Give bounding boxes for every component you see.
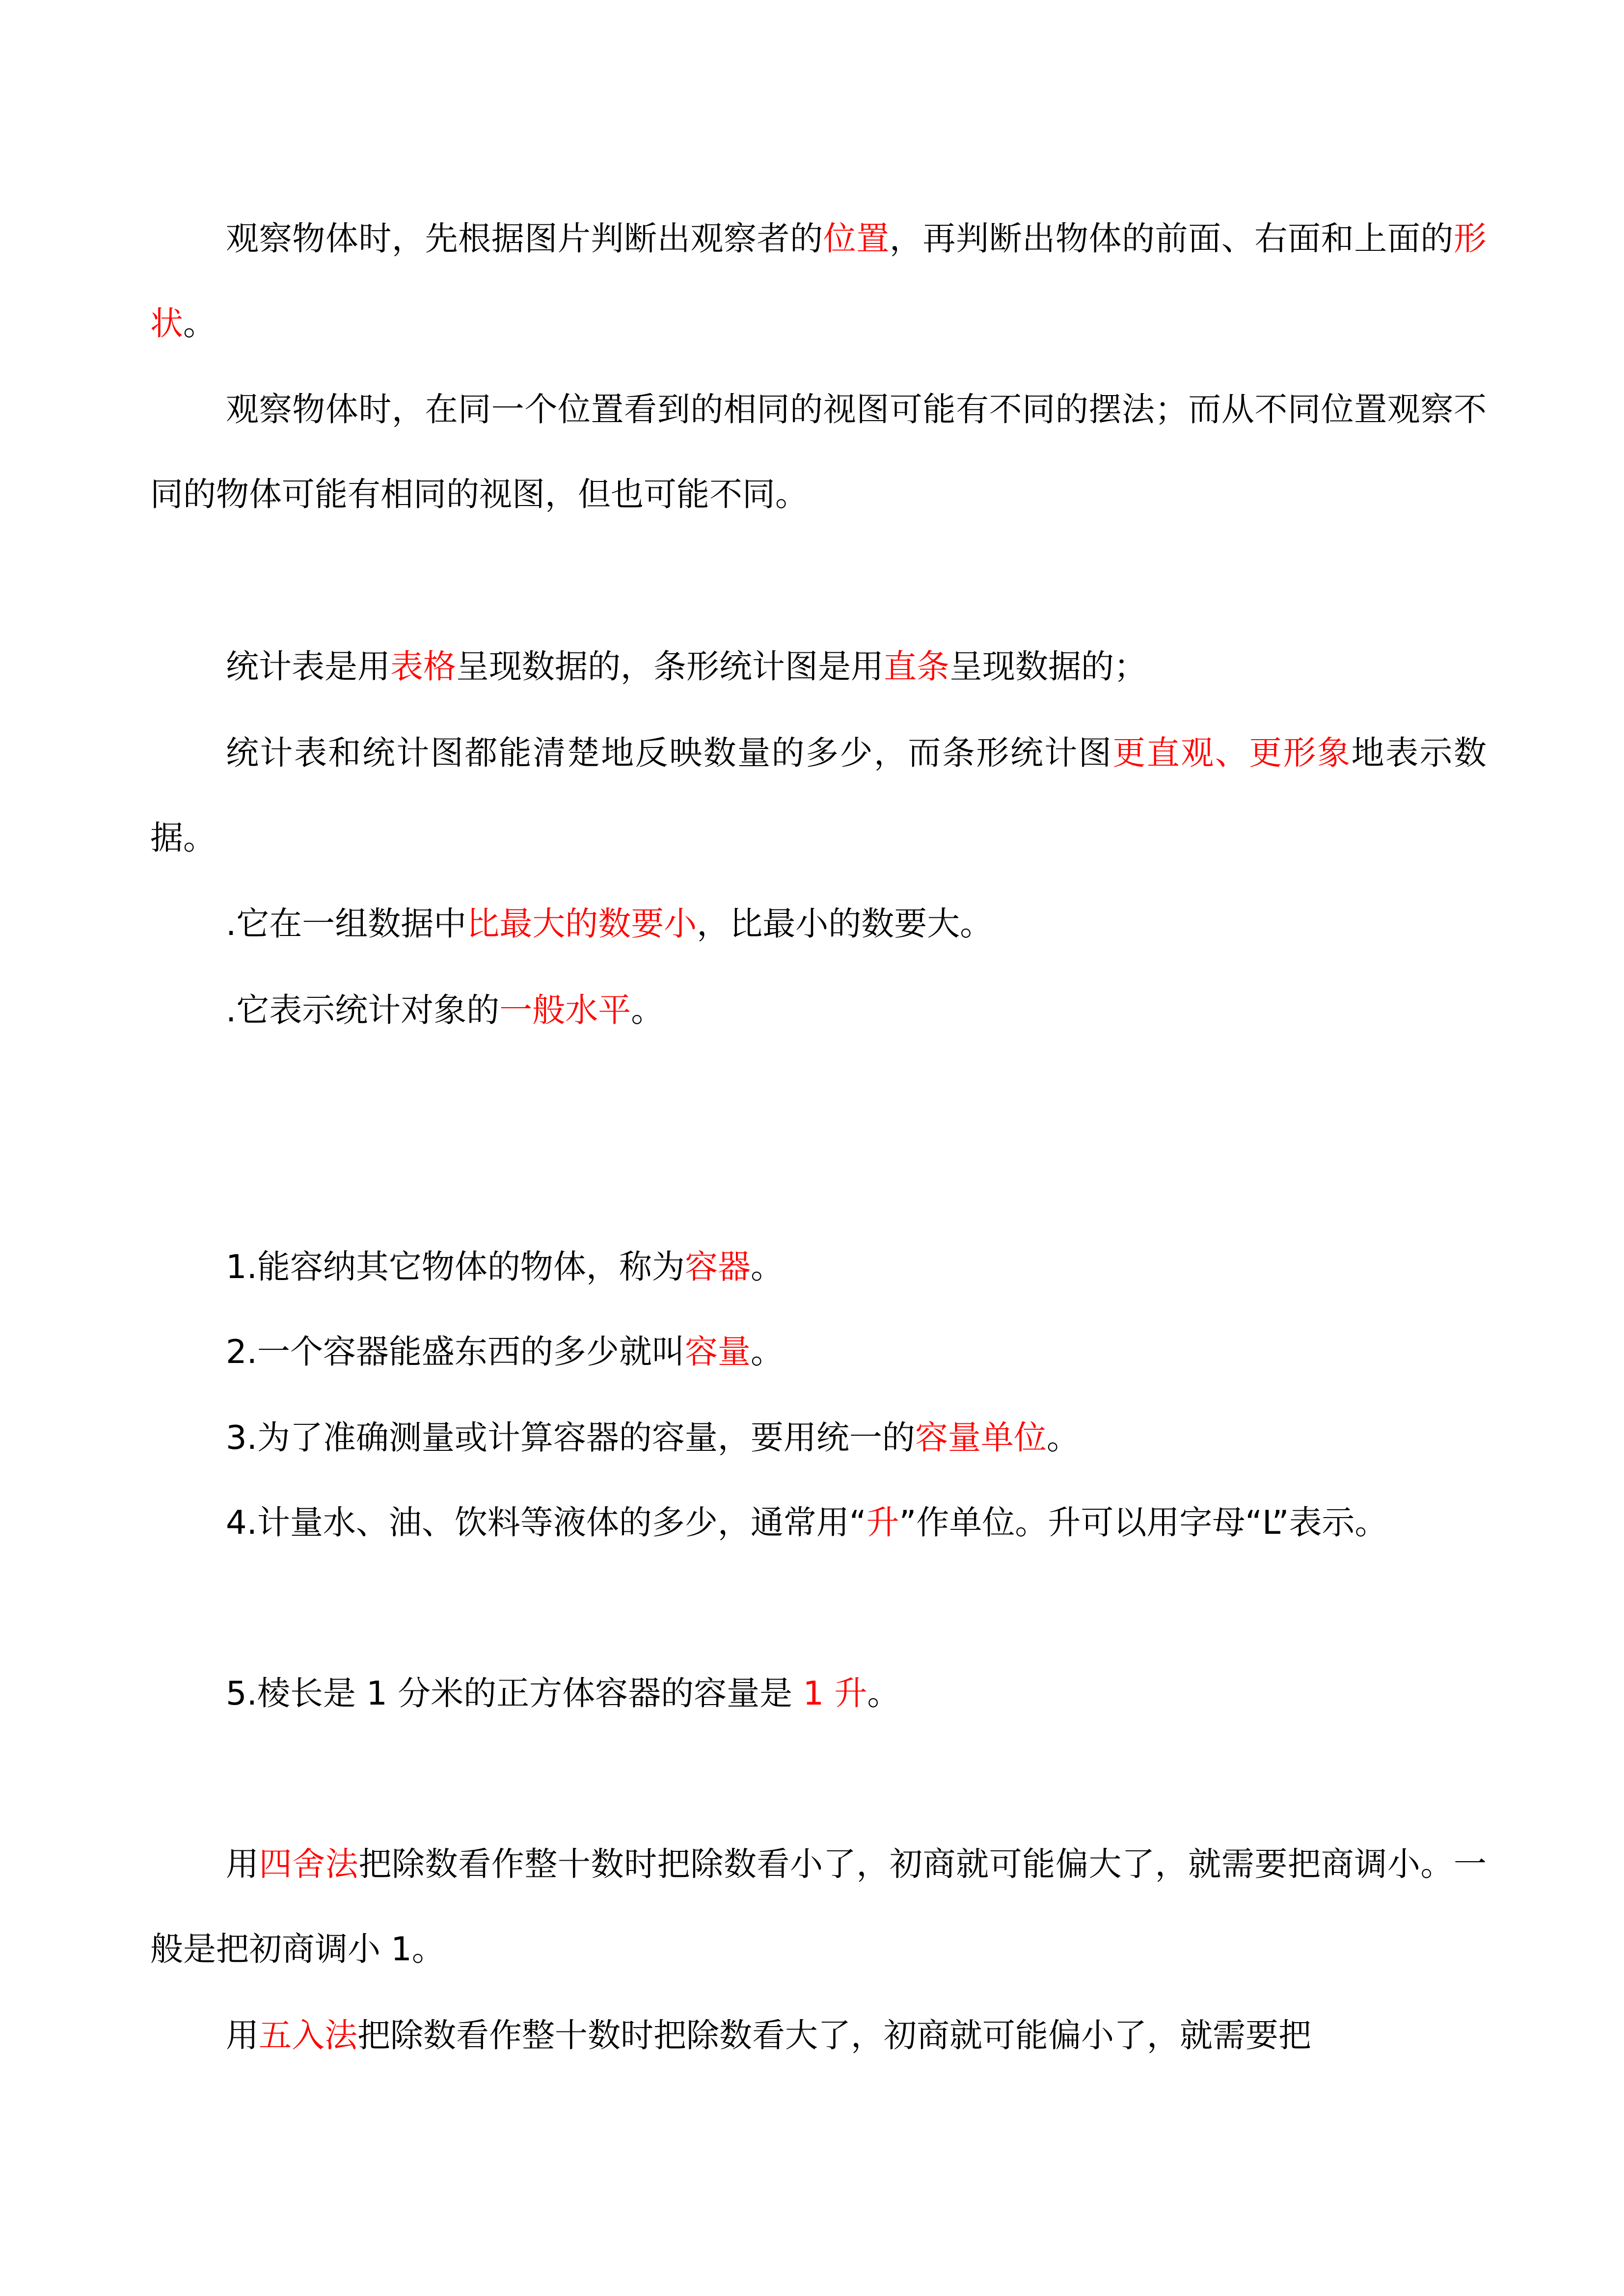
- capacity-p4-text-a: 4.计量水、油、饮料等液体的多少，通常用“: [226, 1503, 866, 1542]
- observing-p1-text-c: ，再判断出物体的前面、右面和上面的: [889, 219, 1454, 258]
- capacity-p5-highlight-one-liter: 1 升: [803, 1674, 867, 1712]
- division-p1-text-a: 用: [226, 1845, 259, 1883]
- observing-p1-highlight-shape: 形状: [150, 219, 1487, 343]
- statistics-p1-text-a: 统计表是用: [226, 647, 390, 686]
- capacity-item-1: [150, 1225, 1487, 1309]
- observing-p2-text: 观察物体时，在同一个位置看到的相同的视图可能有不同的摆法；而从不同位置观察不同的物体可能有相同的视图，但也可能不同。: [150, 390, 1487, 513]
- capacity-item-4: [150, 1480, 1487, 1565]
- observing-p1-text-a: 观察物体时，先根据图片判断出观察者的: [226, 219, 823, 258]
- statistics-p4-highlight-general-level: 一般水平: [499, 991, 631, 1029]
- statistics-p1-highlight-table: 表格: [390, 647, 456, 686]
- statistics-p1-text-c: 呈现数据的，条形统计图是用: [456, 647, 884, 686]
- capacity-p2-highlight-capacity: 容量: [684, 1333, 751, 1371]
- division-paragraph-2: [150, 1993, 1487, 2078]
- capacity-p4-text-c: ”作单位。升可以用字母“L”表示。: [899, 1503, 1388, 1542]
- statistics-paragraph-3: [150, 881, 1487, 966]
- capacity-p5-text-a: 5.棱长是 1 分米的正方体容器的容量是: [226, 1674, 803, 1712]
- capacity-p3-highlight-unit: 容量单位: [915, 1418, 1047, 1457]
- statistics-p4-text-a: .它表示统计对象的: [226, 991, 500, 1029]
- statistics-p3-text-a: .它在一组数据中: [226, 905, 467, 943]
- capacity-item-5: [150, 1651, 1487, 1736]
- division-p1-text-c: 把除数看作整十数时把除数看小了，初商就可能偏大了，就需要把商调小。一般是把初商调小 1。: [150, 1845, 1487, 1968]
- observing-paragraph-2: [150, 367, 1487, 537]
- statistics-p4-text-c: 。: [631, 991, 664, 1029]
- observing-paragraph-1: [150, 196, 1487, 366]
- division-p2-text-a: 用: [226, 2016, 259, 2055]
- observing-p1-highlight-position: 位置: [823, 219, 890, 258]
- capacity-p1-text-c: 。: [750, 1248, 784, 1286]
- division-paragraph-1: [150, 1822, 1487, 1992]
- capacity-item-2: [150, 1309, 1487, 1394]
- statistics-p2-text-c: 地表示数据。: [150, 734, 1487, 857]
- statistics-p2-text-a: 统计表和统计图都能清楚地反映数量的多少，而条形统计图: [226, 734, 1113, 772]
- statistics-paragraph-4: [150, 968, 1487, 1053]
- capacity-p2-text-a: 2.一个容器能盛东西的多少就叫: [226, 1333, 685, 1371]
- statistics-paragraph-1: [150, 624, 1487, 709]
- division-p2-highlight-round-up: 五入法: [259, 2016, 357, 2055]
- statistics-paragraph-2: [150, 711, 1487, 881]
- capacity-p2-text-c: 。: [750, 1333, 784, 1371]
- statistics-p2-highlight-intuitive: 更直观、更形象: [1112, 734, 1352, 772]
- capacity-p3-text-a: 3.为了准确测量或计算容器的容量，要用统一的: [226, 1418, 915, 1457]
- capacity-p4-highlight-liter: 升: [866, 1503, 899, 1542]
- statistics-p1-text-e: 呈现数据的；: [949, 647, 1147, 686]
- capacity-item-3: [150, 1395, 1487, 1480]
- statistics-p1-highlight-bars: 直条: [884, 647, 949, 686]
- statistics-p3-text-c: ，比最小的数要大。: [697, 905, 993, 943]
- statistics-p3-highlight-smaller-than-max: 比最大的数要小: [466, 905, 697, 943]
- capacity-p3-text-c: 。: [1046, 1418, 1080, 1457]
- observing-p1-text-e: 。: [183, 304, 216, 343]
- division-p1-highlight-round-down: 四舍法: [259, 1845, 359, 1883]
- division-p2-text-c: 把除数看作整十数时把除数看大了，初商就可能偏小了，就需要把: [357, 2016, 1311, 2055]
- capacity-p1-highlight-container: 容器: [684, 1248, 751, 1286]
- capacity-p1-text-a: 1.能容纳其它物体的物体，称为: [226, 1248, 685, 1286]
- capacity-p5-text-c: 。: [867, 1674, 900, 1712]
